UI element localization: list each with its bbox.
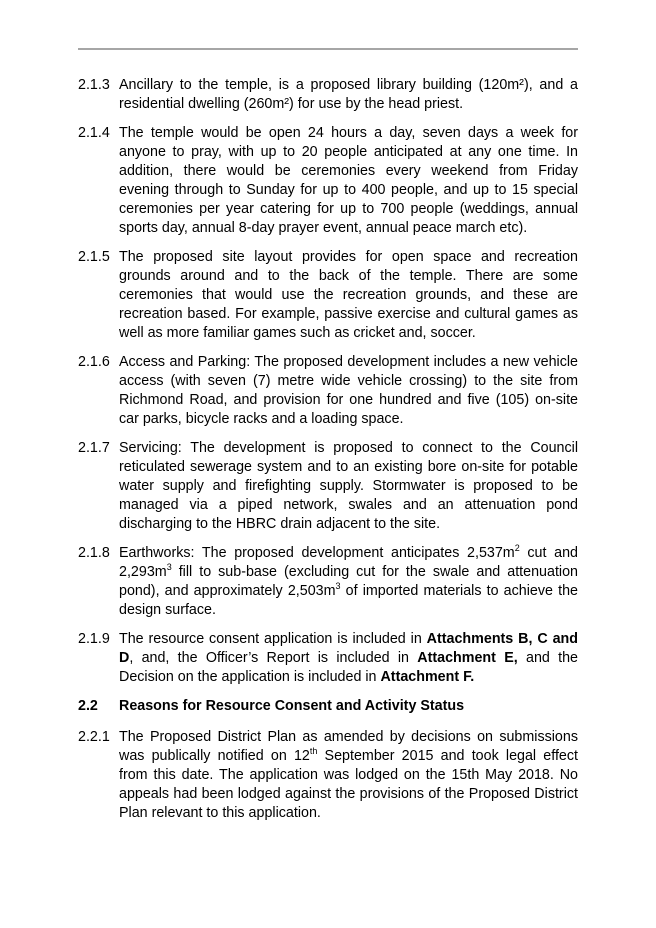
paragraph-text: , and, the Officer’s Report is included in [129, 650, 418, 666]
paragraph-number: 2.1.3 [78, 77, 110, 93]
paragraph-number: 2.1.9 [78, 631, 110, 647]
paragraph-2-1-4 [78, 124, 578, 238]
paragraph-number: 2.1.4 [78, 125, 110, 141]
paragraph-2-2-1 [78, 728, 578, 823]
paragraph-text: and the Decision on the application is included in [119, 650, 578, 685]
paragraph-2-1-7 [78, 439, 578, 534]
paragraph-text: Servicing: The development is proposed to connect to the Council reticulated sewerage system and to an existing bore on-site for potable water supply and firefighting supply. Stormwater is proposed to be managed via a piped network, swales and an attenuation pond discharging to the HBRC drain adjacent to the site. [119, 440, 578, 532]
superscript: 2 [514, 543, 520, 554]
section-number: 2.2 [78, 698, 98, 714]
paragraph-number: 2.2.1 [78, 729, 110, 745]
paragraph-2-1-5 [78, 248, 578, 343]
superscript: 3 [335, 581, 341, 592]
paragraph-text: The Proposed District Plan as amended by decisions on submissions was publically notified on 12 [119, 729, 578, 764]
paragraph-2-1-6 [78, 353, 578, 429]
paragraph-number: 2.1.5 [78, 249, 110, 265]
paragraph-2-1-9 [78, 630, 578, 687]
superscript: 3 [166, 562, 172, 573]
attachment-reference: Attachment E, [417, 650, 518, 666]
paragraph-text: Access and Parking: The proposed development includes a new vehicle access (with seven (7) metre wide vehicle crossing) to the site from Richmond Road, and provision for one hundred and five (105) on-site car parks, bicycle racks and a loading space. [119, 354, 578, 427]
section-title: Reasons for Resource Consent and Activity Status [119, 698, 465, 714]
paragraph-2-1-3 [78, 76, 578, 114]
paragraph-text: of imported materials to achieve the design surface. [119, 583, 578, 618]
superscript: th [309, 746, 318, 757]
paragraph-text: Earthworks: The proposed development anticipates 2,537m [119, 545, 515, 561]
paragraph-number: 2.1.8 [78, 545, 110, 561]
section-heading-2-2 [78, 697, 578, 716]
paragraph-text: The resource consent application is included in [119, 631, 427, 647]
paragraph-text: The temple would be open 24 hours a day, seven days a week for anyone to pray, with up to 20 people anticipated at any one time. In addition, there would be ceremonies every weekend from Friday evening through to Sunday for up to 400 people, and up to 15 special ceremonies per year catering for up to 700 people (weddings, annual sports day, annual 8-day prayer event, annual peace march etc). [119, 125, 578, 236]
paragraph-number: 2.1.6 [78, 354, 110, 370]
attachment-reference: Attachments B, C and D [119, 631, 578, 666]
paragraph-text: fill to sub-base (excluding cut for the swale and attenuation pond), and approximately 2,503m [119, 564, 578, 599]
paragraph-text: The proposed site layout provides for open space and recreation grounds around and to the back of the temple. There are some ceremonies that would use the recreation grounds, and these are recreation based. For example, passive exercise and cultural games as well as more familiar games such as cricket and, soccer. [119, 249, 578, 341]
paragraph-2-1-8 [78, 544, 578, 620]
paragraph-text: September 2015 and took legal effect from this date. The application was lodged on the 15th May 2018. No appeals had been lodged against the provisions of the Proposed District Plan relevant to this application. [119, 748, 578, 821]
paragraph-text: Ancillary to the temple, is a proposed library building (120m²), and a residential dwelling (260m²) for use by the head priest. [119, 77, 578, 112]
paragraph-text: cut and 2,293m [119, 545, 578, 580]
paragraph-number: 2.1.7 [78, 440, 110, 456]
header-rule [78, 48, 578, 50]
attachment-reference: Attachment F. [380, 669, 475, 685]
document-body [78, 76, 578, 833]
